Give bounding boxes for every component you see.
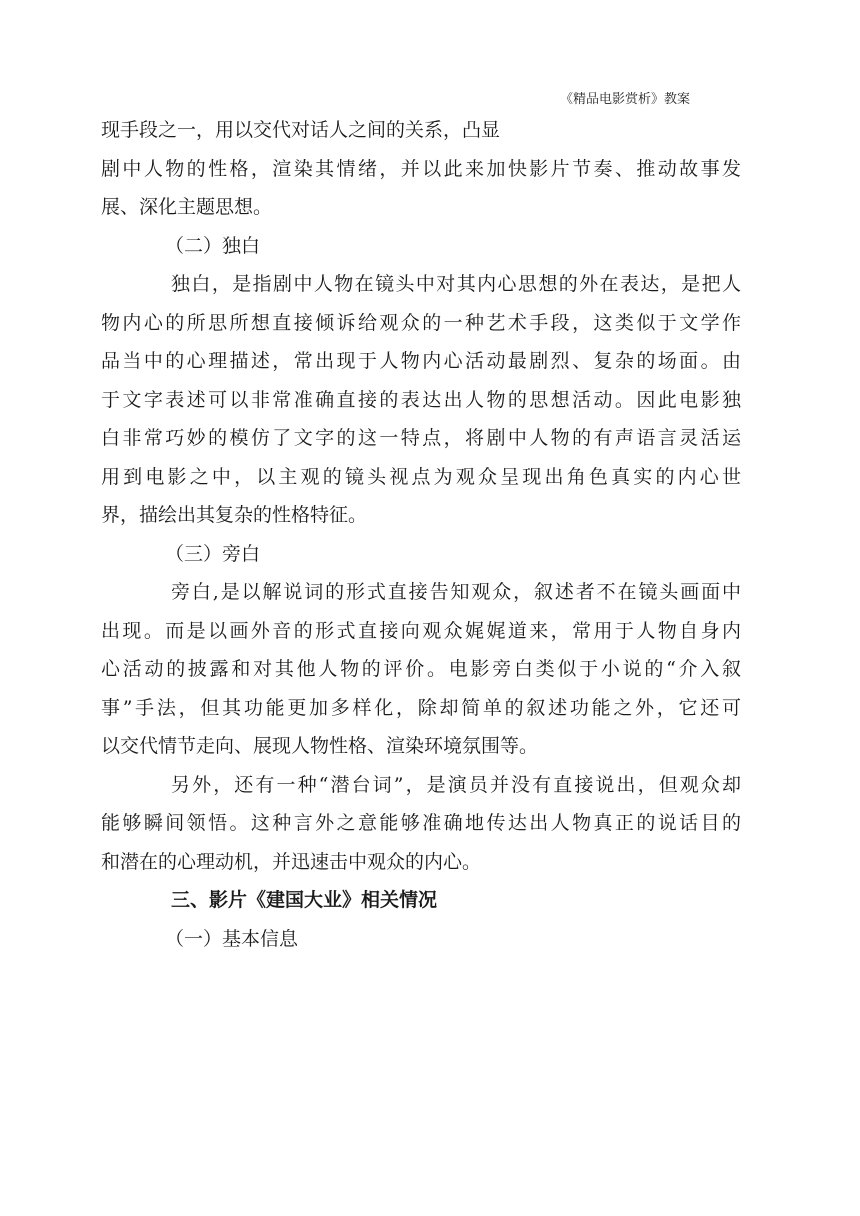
text-line: 物内心的所思所想直接倾诉给观众的一种艺术手段，这类似于文学作 bbox=[101, 311, 741, 334]
text-line: 另外，还有一种“潜台词”，是演员并没有直接说出，但观众却 bbox=[171, 773, 741, 796]
text-line: 界，描绘出其复杂的性格特征。 bbox=[101, 504, 368, 526]
text-line: 独白，是指剧中人物在镜头中对其内心思想的外在表达，是把人 bbox=[171, 273, 741, 295]
text-line: 和潜在的心理动机，并迅速击中观众的内心。 bbox=[101, 850, 482, 873]
section-heading-film-info: 三、影片《建国大业》相关情况 bbox=[171, 889, 438, 911]
text-line: 用到电影之中，以主观的镜头视点为观众呈现出角色真实的内心世 bbox=[101, 465, 741, 488]
text-line: 现手段之一，用以交代对话人之间的关系，凸显 bbox=[101, 119, 501, 141]
section-heading-narration: （三）旁白 bbox=[165, 542, 261, 565]
text-line: 品当中的心理描述，常出现于人物内心活动最剧烈、复杂的场面。由 bbox=[101, 350, 741, 372]
text-line: 心活动的披露和对其他人物的评价。电影旁白类似于小说的“介入叙 bbox=[101, 658, 741, 680]
text-line: 以交代情节走向、展现人物性格、渲染环境氛围等。 bbox=[101, 735, 539, 757]
text-line: 白非常巧妙的模仿了文字的这一特点，将剧中人物的有声语言灵活运 bbox=[101, 427, 741, 449]
text-line: 旁白,是以解说词的形式直接告知观众，叙述者不在镜头画面中 bbox=[171, 581, 741, 603]
subsection-heading-basic-info: （一）基本信息 bbox=[165, 927, 299, 950]
page-header: 《精品电影赏析》教案 bbox=[560, 92, 691, 107]
section-heading-monologue: （二）独白 bbox=[165, 234, 261, 257]
text-line: 能够瞬间领悟。这种言外之意能够准确地传达出人物真正的说话目的 bbox=[101, 812, 741, 834]
text-line: 事”手法，但其功能更加多样化，除却简单的叙述功能之外，它还可 bbox=[101, 696, 741, 719]
text-line: 于文字表述可以非常准确直接的表达出人物的思想活动。因此电影独 bbox=[101, 388, 741, 411]
text-line: 剧中人物的性格，渲染其情绪，并以此来加快影片节奏、推动故事发 bbox=[101, 157, 741, 180]
text-line: 出现。而是以画外音的形式直接向观众娓娓道来，常用于人物自身内 bbox=[101, 619, 741, 642]
text-line: 展、深化主题思想。 bbox=[101, 196, 273, 218]
body-text bbox=[101, 111, 741, 958]
